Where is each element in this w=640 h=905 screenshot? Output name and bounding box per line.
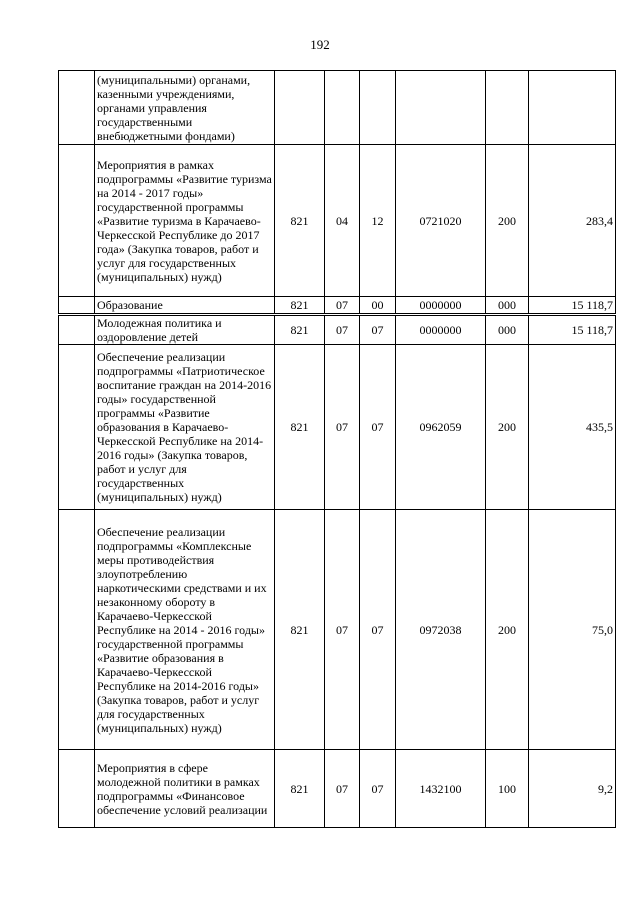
section-cell [325, 71, 360, 145]
description-cell: Обеспечение реализации подпрограммы «Патриотическое воспитание граждан на 2014-2016 годы» государственной программы «Развитие образования в Карачаево-Черкесской Республике на 2014-2016 годы» (Закупка товаров, работ и услуг для государственных (муниципальных) нужд) [95, 345, 275, 510]
section-cell: 07 [325, 297, 360, 315]
target-article-cell: 0962059 [396, 345, 486, 510]
row-marker-cell [59, 510, 95, 750]
subsection-cell [360, 71, 396, 145]
ministry-cell: 821 [275, 510, 325, 750]
amount-cell: 9,2 [529, 750, 616, 828]
ministry-cell [275, 71, 325, 145]
budget-table [58, 70, 616, 828]
amount-cell [529, 71, 616, 145]
expense-type-cell: 200 [486, 510, 529, 750]
expense-type-cell: 200 [486, 145, 529, 297]
section-cell: 07 [325, 315, 360, 345]
subsection-cell: 12 [360, 145, 396, 297]
description-cell: Мероприятия в сфере молодежной политики в рамках подпрограммы «Финансовое обеспечение условий реализации [95, 750, 275, 828]
expense-type-cell: 100 [486, 750, 529, 828]
subsection-cell: 07 [360, 345, 396, 510]
subsection-cell: 07 [360, 315, 396, 345]
page-number: 192 [310, 37, 330, 52]
target-article-cell: 0000000 [396, 315, 486, 345]
subsection-cell: 07 [360, 510, 396, 750]
description-cell: Мероприятия в рамках подпрограммы «Развитие туризма на 2014 - 2017 годы» государственной программы «Развитие туризма в Карачаево-Черкесской Республике до 2017 года» (Закупка товаров, работ и услуг для государственных (муниципальных) нужд) [95, 145, 275, 297]
description-cell: (муниципальными) органами, казенными учреждениями, органами управления государственными внебюджетными фондами) [95, 71, 275, 145]
description-cell: Молодежная политика и оздоровление детей [95, 315, 275, 345]
table-row [59, 345, 616, 510]
expense-type-cell: 000 [486, 297, 529, 315]
table-row [59, 145, 616, 297]
amount-cell: 435,5 [529, 345, 616, 510]
section-cell: 04 [325, 145, 360, 297]
description-cell: Обеспечение реализации подпрограммы «Комплексные меры противодействия злоупотреблению наркотическими средствами и их незаконному обороту в Карачаево-Черкесской Республике на 2014 - 2016 годы» государственной программы «Развитие образования в Карачаево-Черкесской Республике на 2014-2016 годы» (Закупка товаров, работ и услуг для государственных (муниципальных) нужд) [95, 510, 275, 750]
row-marker-cell [59, 315, 95, 345]
table-row [59, 297, 616, 315]
row-marker-cell [59, 145, 95, 297]
target-article-cell: 0000000 [396, 297, 486, 315]
ministry-cell: 821 [275, 750, 325, 828]
row-marker-cell [59, 71, 95, 145]
target-article-cell: 0972038 [396, 510, 486, 750]
ministry-cell: 821 [275, 297, 325, 315]
ministry-cell: 821 [275, 145, 325, 297]
target-article-cell: 0721020 [396, 145, 486, 297]
expense-type-cell: 000 [486, 315, 529, 345]
expense-type-cell [486, 71, 529, 145]
table-row [59, 510, 616, 750]
table-row [59, 750, 616, 828]
table-row [59, 315, 616, 345]
section-cell: 07 [325, 510, 360, 750]
target-article-cell [396, 71, 486, 145]
expense-type-cell: 200 [486, 345, 529, 510]
table-row [59, 71, 616, 145]
description-cell: Образование [95, 297, 275, 315]
subsection-cell: 00 [360, 297, 396, 315]
section-cell: 07 [325, 345, 360, 510]
row-marker-cell [59, 750, 95, 828]
ministry-cell: 821 [275, 315, 325, 345]
amount-cell: 15 118,7 [529, 315, 616, 345]
ministry-cell: 821 [275, 345, 325, 510]
amount-cell: 283,4 [529, 145, 616, 297]
subsection-cell: 07 [360, 750, 396, 828]
amount-cell: 15 118,7 [529, 297, 616, 315]
amount-cell: 75,0 [529, 510, 616, 750]
row-marker-cell [59, 297, 95, 315]
row-marker-cell [59, 345, 95, 510]
section-cell: 07 [325, 750, 360, 828]
target-article-cell: 1432100 [396, 750, 486, 828]
